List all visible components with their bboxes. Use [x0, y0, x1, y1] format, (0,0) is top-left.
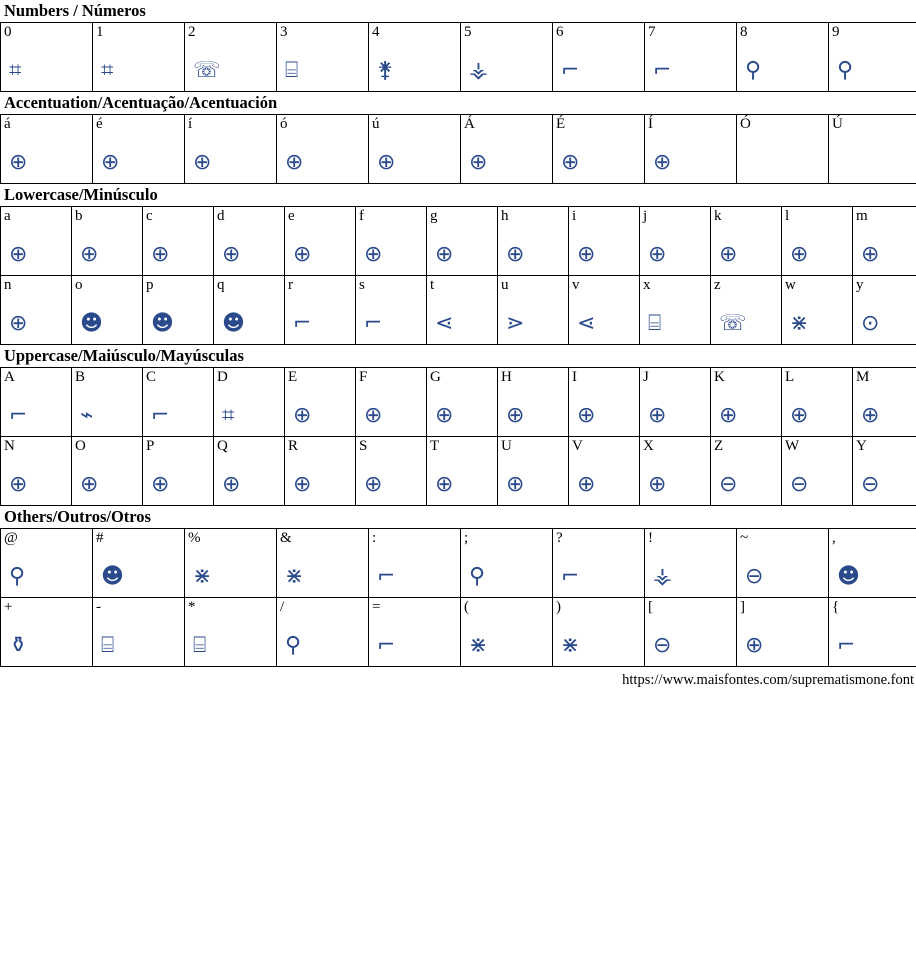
char-label: - [96, 599, 101, 615]
glyph-art: ☏ [193, 58, 219, 82]
glyph-cell-d [214, 207, 285, 276]
glyph-art: ⌗ [9, 58, 20, 82]
glyph-cell-n [1, 276, 72, 345]
char-label: & [280, 530, 292, 546]
glyph-cell-H [498, 368, 569, 437]
char-label: f [359, 208, 364, 224]
glyph-art: ⊕ [861, 403, 878, 427]
glyph-art: ⌸ [285, 58, 297, 82]
glyph-cell-7 [645, 23, 737, 92]
glyph-art: ⊕ [577, 403, 594, 427]
glyph-art: ⌐ [837, 633, 854, 657]
glyph-art: ⊕ [648, 242, 665, 266]
section-title-uppercase: Uppercase/Maiúsculo/Mayúsculas [4, 346, 244, 365]
char-label: g [430, 208, 438, 224]
char-label: 7 [648, 24, 656, 40]
char-label: T [430, 438, 440, 454]
char-label: c [146, 208, 153, 224]
glyph-table-numbers [0, 22, 916, 92]
char-label: á [4, 116, 11, 132]
glyph-art: ⊕ [151, 472, 168, 496]
glyph-cell-A-acute [461, 115, 553, 184]
char-label: o [75, 277, 83, 293]
glyph-art: ⋗ [506, 311, 523, 335]
glyph-cell-s [356, 276, 427, 345]
glyph-cell-k [711, 207, 782, 276]
glyph-cell-Z [711, 437, 782, 506]
glyph-cell-o [72, 276, 143, 345]
glyph-cell-2 [185, 23, 277, 92]
char-label: [ [648, 599, 653, 615]
char-label: ? [556, 530, 563, 546]
glyph-cell-plus [1, 598, 93, 667]
section-title-lowercase: Lowercase/Minúsculo [4, 185, 158, 204]
glyph-art: ⌐ [653, 58, 670, 82]
glyph-cell-o-acute [277, 115, 369, 184]
glyph-art: ⊕ [506, 403, 523, 427]
glyph-cell-t [427, 276, 498, 345]
char-label: ! [648, 530, 653, 546]
glyph-art: ⚶ [469, 58, 486, 82]
glyph-cell-r [285, 276, 356, 345]
glyph-art: ⊕ [293, 242, 310, 266]
glyph-cell-8 [737, 23, 829, 92]
glyph-cell-f [356, 207, 427, 276]
glyph-cell-W [782, 437, 853, 506]
glyph-cell-O-acute [737, 115, 829, 184]
char-label: G [430, 369, 441, 385]
glyph-cell-i [569, 207, 640, 276]
char-label: R [288, 438, 299, 454]
glyph-cell-Y [853, 437, 916, 506]
glyph-cell-a [1, 207, 72, 276]
glyph-art: ⊕ [285, 150, 302, 174]
char-label: V [572, 438, 583, 454]
glyph-art: ⊕ [9, 242, 26, 266]
char-label: L [785, 369, 795, 385]
glyph-cell-question [553, 529, 645, 598]
glyph-art: ⊕ [719, 242, 736, 266]
char-label: 8 [740, 24, 748, 40]
glyph-art: ⊖ [745, 564, 762, 588]
glyph-cell-e-acute [93, 115, 185, 184]
glyph-art: ⌐ [9, 403, 26, 427]
char-label: 9 [832, 24, 840, 40]
char-label: C [146, 369, 157, 385]
glyph-art: ⊖ [790, 472, 807, 496]
glyph-art: ⊕ [364, 242, 381, 266]
glyph-cell-l [782, 207, 853, 276]
glyph-art: ⊕ [222, 242, 239, 266]
glyph-art: ⊕ [745, 633, 762, 657]
glyph-cell-A [1, 368, 72, 437]
glyph-cell-g [427, 207, 498, 276]
glyph-cell-percent [185, 529, 277, 598]
glyph-art: ⊙ [861, 311, 878, 335]
glyph-art: ⌸ [648, 311, 660, 335]
glyph-cell-i-acute [185, 115, 277, 184]
glyph-cell-z [711, 276, 782, 345]
glyph-cell-S [356, 437, 427, 506]
char-label: X [643, 438, 654, 454]
glyph-cell-ampersand [277, 529, 369, 598]
glyph-art: ⊕ [80, 242, 97, 266]
glyph-art: ⊕ [435, 472, 452, 496]
glyph-art [737, 134, 828, 152]
glyph-cell-bracket-close [737, 598, 829, 667]
char-label: @ [4, 530, 18, 546]
glyph-cell-D [214, 368, 285, 437]
glyph-art: ⊕ [293, 472, 310, 496]
char-label: ( [464, 599, 469, 615]
glyph-art: ⌗ [101, 58, 112, 82]
glyph-art: ☏ [719, 311, 745, 335]
glyph-cell-N [1, 437, 72, 506]
table-row [1, 276, 916, 345]
char-label: 3 [280, 24, 288, 40]
char-label: N [4, 438, 15, 454]
char-label: / [280, 599, 285, 615]
glyph-art: ⊖ [653, 633, 670, 657]
glyph-art: ⌐ [377, 633, 394, 657]
char-label: j [643, 208, 648, 224]
glyph-art: ⊕ [364, 472, 381, 496]
char-label: Q [217, 438, 228, 454]
glyph-art: ⊕ [861, 242, 878, 266]
char-label: k [714, 208, 722, 224]
glyph-cell-w [782, 276, 853, 345]
glyph-cell-K [711, 368, 782, 437]
char-label: ] [740, 599, 745, 615]
section-title-accentuation: Accentuation/Acentuação/Acentuación [4, 93, 278, 112]
char-label: 0 [4, 24, 12, 40]
glyph-cell-I-acute [645, 115, 737, 184]
glyph-art: ⊕ [561, 150, 578, 174]
char-label: s [359, 277, 365, 293]
glyph-cell-3 [277, 23, 369, 92]
glyph-cell-G [427, 368, 498, 437]
glyph-art: ⚲ [837, 58, 852, 82]
glyph-cell-q [214, 276, 285, 345]
glyph-art: ⌐ [561, 564, 578, 588]
glyph-art: ⊕ [364, 403, 381, 427]
glyph-cell-1 [93, 23, 185, 92]
glyph-art: ⌐ [151, 403, 168, 427]
glyph-art: ⊕ [435, 242, 452, 266]
glyph-cell-I [569, 368, 640, 437]
char-label: b [75, 208, 83, 224]
table-row [1, 368, 916, 437]
glyph-art: ⊕ [577, 472, 594, 496]
glyph-cell-F [356, 368, 427, 437]
glyph-art: ⊕ [653, 150, 670, 174]
glyph-art: ⋇ [469, 633, 486, 657]
glyph-cell-paren-close [553, 598, 645, 667]
table-row [1, 529, 916, 598]
glyph-cell-paren-open [461, 598, 553, 667]
glyph-cell-E-acute [553, 115, 645, 184]
glyph-cell-asterisk [185, 598, 277, 667]
glyph-cell-u [498, 276, 569, 345]
glyph-art: ⋖ [435, 311, 452, 335]
glyph-cell-bracket-open [645, 598, 737, 667]
char-label: q [217, 277, 225, 293]
glyph-cell-4 [369, 23, 461, 92]
glyph-cell-exclamation [645, 529, 737, 598]
glyph-cell-v [569, 276, 640, 345]
char-label: U [501, 438, 512, 454]
glyph-cell-x [640, 276, 711, 345]
glyph-art: ⋇ [561, 633, 578, 657]
glyph-art: ⌐ [364, 311, 381, 335]
glyph-art: ⚲ [745, 58, 760, 82]
glyph-cell-6 [553, 23, 645, 92]
glyph-cell-brace-open [829, 598, 916, 667]
char-label: ) [556, 599, 561, 615]
glyph-cell-O [72, 437, 143, 506]
glyph-cell-J [640, 368, 711, 437]
char-label: # [96, 530, 104, 546]
glyph-art: ⊕ [9, 472, 26, 496]
char-label: S [359, 438, 368, 454]
glyph-art: ⊕ [469, 150, 486, 174]
glyph-art: ☻ [151, 311, 172, 335]
char-label: 5 [464, 24, 472, 40]
glyph-cell-T [427, 437, 498, 506]
glyph-art: ⊕ [577, 242, 594, 266]
char-label: e [288, 208, 295, 224]
glyph-art: ⌸ [101, 633, 113, 657]
glyph-cell-tilde [737, 529, 829, 598]
char-label: B [75, 369, 86, 385]
glyph-art: ⌐ [561, 58, 578, 82]
glyph-art: ⚵ [377, 58, 392, 82]
char-label: Í [648, 116, 653, 132]
char-label: ú [372, 116, 380, 132]
glyph-cell-M [853, 368, 916, 437]
char-label: 4 [372, 24, 380, 40]
char-label: é [96, 116, 103, 132]
char-label: 6 [556, 24, 564, 40]
char-label: l [785, 208, 790, 224]
source-url: https://www.maisfontes.com/suprematismone.font [622, 672, 914, 688]
char-label: D [217, 369, 228, 385]
glyph-table-accentuation [0, 114, 916, 184]
glyph-art: ⌸ [193, 633, 205, 657]
char-label: x [643, 277, 651, 293]
char-label: { [832, 599, 840, 615]
char-label: I [572, 369, 577, 385]
glyph-cell-p [143, 276, 214, 345]
char-label: * [188, 599, 196, 615]
char-label: H [501, 369, 512, 385]
char-label: m [856, 208, 868, 224]
glyph-cell-j [640, 207, 711, 276]
table-row [1, 598, 916, 667]
glyph-art: ⊕ [151, 242, 168, 266]
glyph-cell-X [640, 437, 711, 506]
glyph-cell-U-acute [829, 115, 916, 184]
glyph-art: ⌐ [293, 311, 310, 335]
char-label: 1 [96, 24, 104, 40]
glyph-cell-P [143, 437, 214, 506]
glyph-cell-b [72, 207, 143, 276]
char-label: i [572, 208, 577, 224]
glyph-art: ☻ [222, 311, 243, 335]
glyph-cell-Q [214, 437, 285, 506]
glyph-art: ⚶ [653, 564, 670, 588]
glyph-art: ⊕ [377, 150, 394, 174]
char-label: p [146, 277, 154, 293]
glyph-art: ⚲ [285, 633, 300, 657]
glyph-cell-equals [369, 598, 461, 667]
glyph-art: ⊕ [222, 472, 239, 496]
char-label: + [4, 599, 13, 615]
glyph-cell-C [143, 368, 214, 437]
glyph-cell-at [1, 529, 93, 598]
section-title-others: Others/Outros/Otros [4, 507, 151, 526]
table-row [1, 207, 916, 276]
table-row [1, 437, 916, 506]
glyph-art: ⊕ [648, 403, 665, 427]
char-label: n [4, 277, 12, 293]
glyph-cell-colon [369, 529, 461, 598]
glyph-cell-R [285, 437, 356, 506]
glyph-cell-9 [829, 23, 916, 92]
char-label: : [372, 530, 377, 546]
glyph-art: ⋇ [790, 311, 807, 335]
glyph-art: ⚱ [9, 633, 26, 657]
char-label: M [856, 369, 870, 385]
glyph-cell-m [853, 207, 916, 276]
glyph-cell-a-acute [1, 115, 93, 184]
char-label: % [188, 530, 201, 546]
glyph-art: ⊕ [9, 311, 26, 335]
char-label: J [643, 369, 649, 385]
glyph-cell-e [285, 207, 356, 276]
char-label: u [501, 277, 509, 293]
char-label: ó [280, 116, 288, 132]
char-label: v [572, 277, 580, 293]
glyph-table-uppercase [0, 367, 916, 506]
char-label: F [359, 369, 368, 385]
char-label: í [188, 116, 193, 132]
glyph-cell-c [143, 207, 214, 276]
glyph-art: ⊕ [101, 150, 118, 174]
glyph-art: ⊕ [506, 472, 523, 496]
char-label: O [75, 438, 86, 454]
glyph-art: ⊖ [719, 472, 736, 496]
glyph-art: ⊕ [648, 472, 665, 496]
glyph-art: ⊕ [790, 403, 807, 427]
glyph-art [829, 134, 916, 152]
char-label: W [785, 438, 800, 454]
glyph-cell-B [72, 368, 143, 437]
char-label: t [430, 277, 435, 293]
glyph-art: ☻ [101, 564, 122, 588]
glyph-art: ⋖ [577, 311, 594, 335]
char-label: d [217, 208, 225, 224]
char-label: y [856, 277, 864, 293]
glyph-art: ⌗ [222, 403, 233, 427]
char-label: r [288, 277, 293, 293]
glyph-cell-y [853, 276, 916, 345]
glyph-cell-L [782, 368, 853, 437]
glyph-cell-hash [93, 529, 185, 598]
glyph-art: ☻ [80, 311, 101, 335]
glyph-art: ⚲ [469, 564, 484, 588]
char-label: Ú [832, 116, 843, 132]
glyph-art: ☻ [837, 564, 858, 588]
char-label: K [714, 369, 725, 385]
glyph-art: ⋇ [193, 564, 210, 588]
char-label: Z [714, 438, 724, 454]
char-label: ~ [740, 530, 749, 546]
glyph-cell-semicolon [461, 529, 553, 598]
glyph-art: ⊕ [790, 242, 807, 266]
glyph-art: ⊕ [506, 242, 523, 266]
section-title-numbers: Numbers / Números [4, 1, 146, 20]
glyph-table-others [0, 528, 916, 667]
char-label: = [372, 599, 381, 615]
char-label: 2 [188, 24, 196, 40]
glyph-cell-0 [1, 23, 93, 92]
glyph-cell-comma [829, 529, 916, 598]
char-label: a [4, 208, 11, 224]
glyph-art: ⊕ [9, 150, 26, 174]
glyph-cell-minus [93, 598, 185, 667]
char-label: , [832, 530, 836, 546]
glyph-art: ⌐ [377, 564, 394, 588]
glyph-cell-5 [461, 23, 553, 92]
glyph-cell-u-acute [369, 115, 461, 184]
char-label: w [785, 277, 796, 293]
char-label: É [556, 116, 566, 132]
char-label: z [714, 277, 721, 293]
glyph-art: ⋇ [285, 564, 302, 588]
char-label: Y [856, 438, 867, 454]
glyph-art: ⊕ [435, 403, 452, 427]
char-label: A [4, 369, 15, 385]
char-label: Á [464, 116, 475, 132]
glyph-art: ⊕ [80, 472, 97, 496]
table-row [1, 23, 916, 92]
glyph-art: ⊕ [719, 403, 736, 427]
glyph-cell-h [498, 207, 569, 276]
char-label: Ó [740, 116, 751, 132]
char-label: E [288, 369, 298, 385]
char-label: P [146, 438, 155, 454]
glyph-cell-E [285, 368, 356, 437]
table-row [1, 115, 916, 184]
glyph-cell-U [498, 437, 569, 506]
glyph-table-lowercase [0, 206, 916, 345]
glyph-art: ⌁ [80, 403, 92, 427]
glyph-art: ⊖ [861, 472, 878, 496]
char-label: h [501, 208, 509, 224]
glyph-art: ⊕ [293, 403, 310, 427]
glyph-art: ⊕ [193, 150, 210, 174]
char-label: ; [464, 530, 469, 546]
glyph-cell-V [569, 437, 640, 506]
glyph-art: ⚲ [9, 564, 24, 588]
glyph-cell-slash [277, 598, 369, 667]
